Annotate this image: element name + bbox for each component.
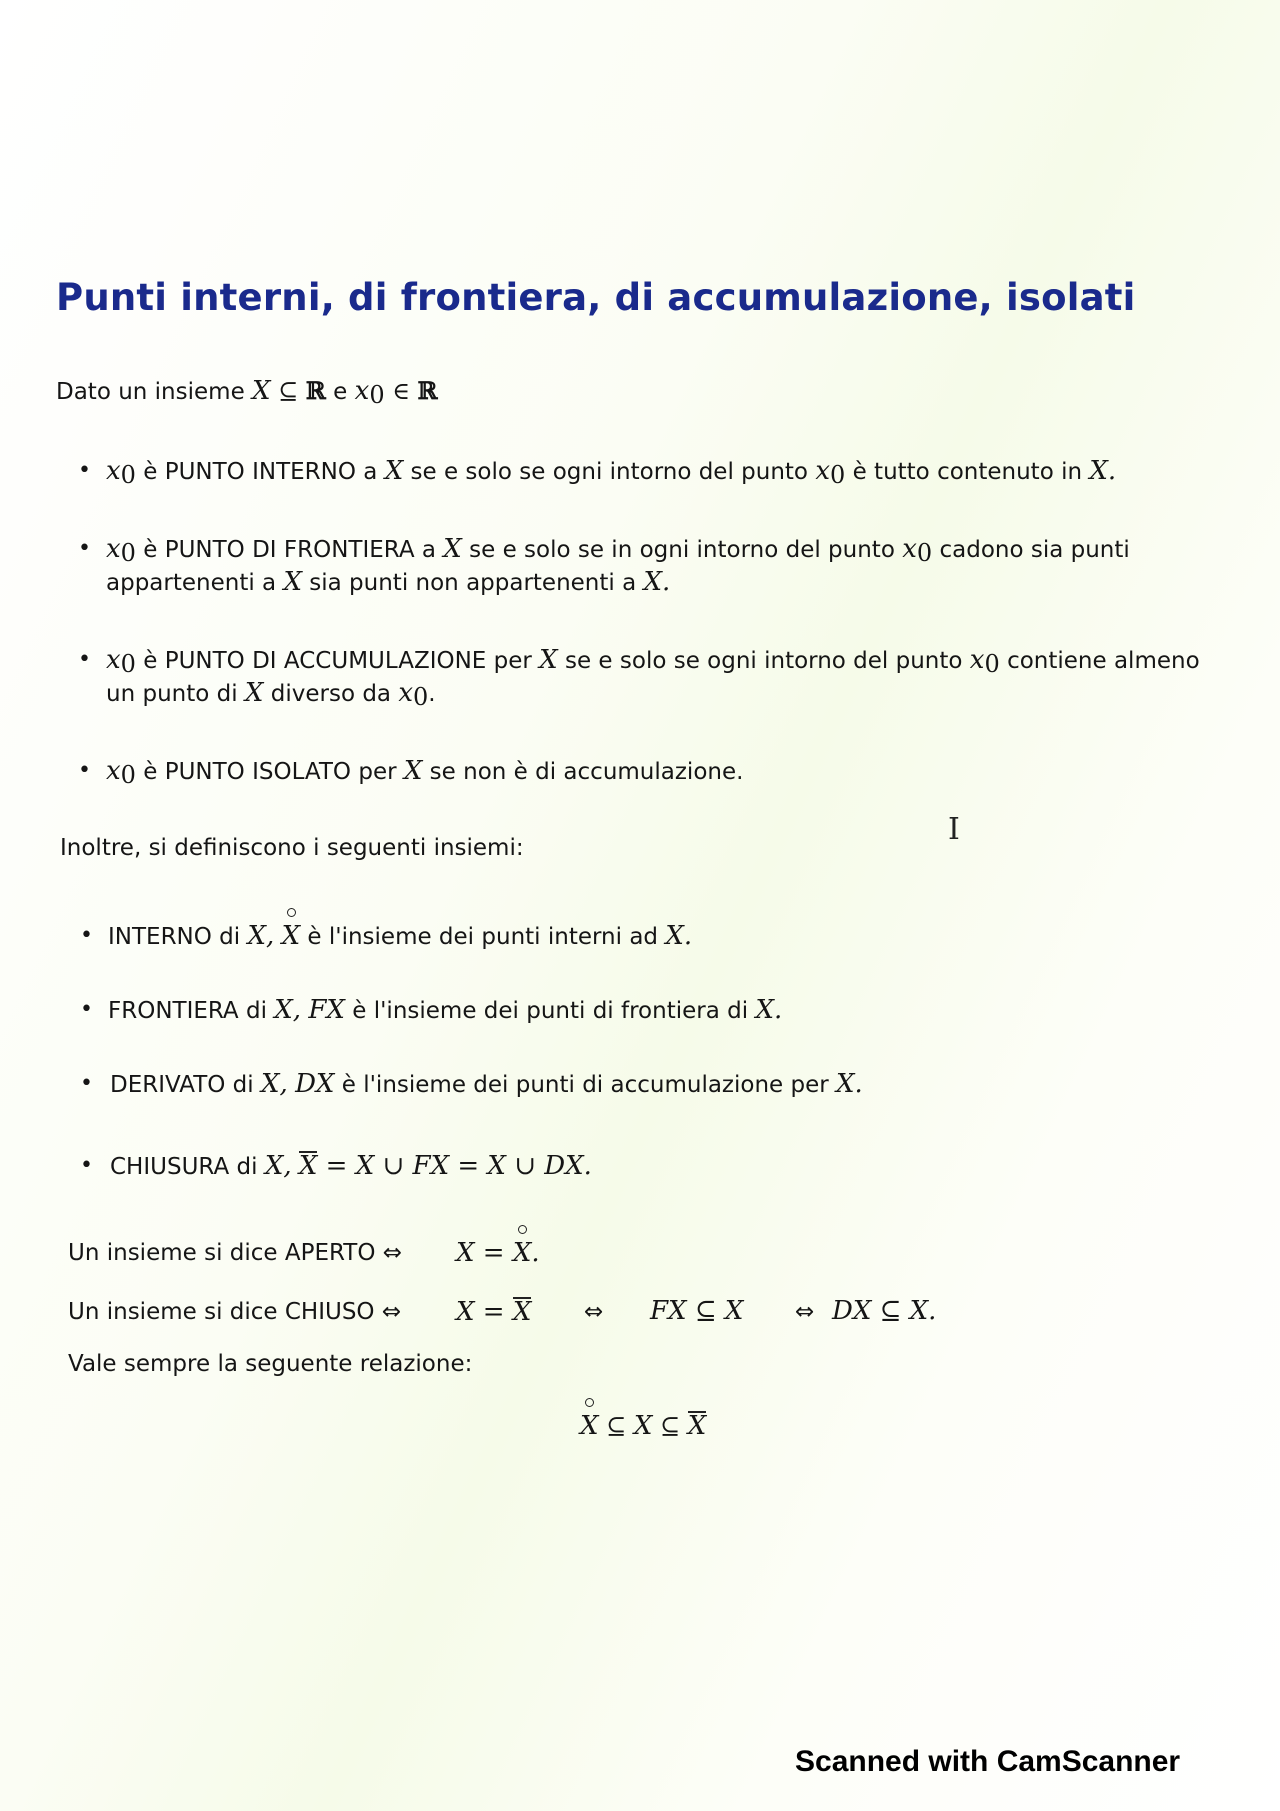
reals-symbol: ℝ bbox=[305, 376, 326, 405]
subscript-0: 0 bbox=[120, 761, 136, 789]
definition-text: è PUNTO ISOLATO per bbox=[143, 759, 404, 785]
bullet: • bbox=[78, 758, 91, 783]
set-chiusura bbox=[110, 1150, 592, 1183]
math-X: X bbox=[403, 756, 423, 786]
bullet: • bbox=[80, 1071, 93, 1096]
set-text: CHIUSURA di bbox=[110, 1154, 265, 1180]
bullet: • bbox=[78, 647, 91, 672]
interior-X: X bbox=[281, 921, 301, 951]
relation-formula bbox=[580, 1410, 706, 1443]
set-derivato bbox=[110, 1068, 863, 1101]
math-DX: DX bbox=[295, 1069, 335, 1099]
definition-text: appartenenti a bbox=[106, 570, 284, 596]
math-X: X, bbox=[260, 1069, 288, 1099]
math-X: X. bbox=[643, 567, 671, 597]
subscript-0: 0 bbox=[120, 539, 136, 567]
definition-text: se e solo se ogni intorno del punto bbox=[557, 648, 970, 674]
math-x0: x bbox=[106, 645, 121, 675]
definition-accumulazione-line2 bbox=[106, 677, 436, 713]
closed-label: Un insieme si dice CHIUSO ⇔ bbox=[68, 1299, 402, 1325]
subset-symbol: ⊆ bbox=[598, 1412, 634, 1440]
definition-text: se e solo se ogni intorno del punto bbox=[403, 459, 816, 485]
definition-text: se non è di accumulazione. bbox=[422, 759, 744, 785]
definition-text: è PUNTO DI FRONTIERA a bbox=[143, 537, 444, 563]
moreover-line: Inoltre, si definiscono i seguenti insiemi: bbox=[60, 835, 524, 861]
set-frontiera bbox=[108, 994, 782, 1027]
math-x0: x bbox=[969, 645, 985, 675]
bullet: • bbox=[78, 458, 91, 483]
math-X: X, bbox=[264, 1151, 292, 1181]
intro-text: Dato un insieme bbox=[56, 379, 253, 405]
math-FX-subset: FX ⊆ X bbox=[650, 1296, 744, 1326]
closed-formula bbox=[456, 1296, 531, 1329]
subset-symbol: ⊆ bbox=[652, 1412, 688, 1440]
math-x0: x bbox=[106, 756, 121, 786]
iff-symbol: ⇔ bbox=[584, 1299, 604, 1325]
set-interno bbox=[108, 920, 692, 953]
closure-formula: = X ∪ FX = X ∪ DX. bbox=[317, 1151, 592, 1181]
interior-X: X bbox=[580, 1411, 599, 1441]
math-X: X bbox=[633, 1411, 653, 1441]
subscript-0: 0 bbox=[413, 683, 429, 711]
subscript-0: 0 bbox=[916, 539, 933, 567]
open-label: Un insieme si dice APERTO ⇔ bbox=[68, 1240, 403, 1266]
math-X: X, bbox=[274, 995, 302, 1025]
bullet: • bbox=[78, 536, 91, 561]
definition-text: . bbox=[428, 681, 436, 707]
math-X: X bbox=[252, 376, 271, 406]
math-X: X bbox=[384, 456, 404, 486]
subscript-0: 0 bbox=[984, 650, 1000, 678]
text-cursor-icon: I bbox=[948, 812, 960, 847]
subscript-0: 0 bbox=[120, 650, 136, 678]
subscript-0: 0 bbox=[120, 461, 136, 489]
definition-text: diverso da bbox=[263, 681, 399, 707]
closure-X: X bbox=[512, 1297, 532, 1327]
page-title: Punti interni, di frontiera, di accumulazione, isolati bbox=[56, 276, 1136, 319]
math-x0: x bbox=[354, 376, 370, 406]
definition-frontiera bbox=[106, 533, 1130, 569]
math-x0: x bbox=[106, 456, 121, 486]
definition-text: è PUNTO DI ACCUMULAZIONE per bbox=[143, 648, 540, 674]
set-text: DERIVATO di bbox=[110, 1072, 261, 1098]
math-DX-subset: DX ⊆ X. bbox=[832, 1296, 937, 1326]
definition-interno bbox=[106, 455, 1116, 491]
set-text: è l'insieme dei punti di accumulazione per bbox=[334, 1072, 837, 1098]
math-X: X bbox=[443, 534, 462, 564]
bullet: • bbox=[80, 997, 93, 1022]
set-text: è l'insieme dei punti di frontiera di bbox=[344, 998, 756, 1024]
math-X: X, bbox=[247, 921, 275, 951]
definition-text: contiene almeno bbox=[1007, 648, 1200, 674]
definition-text: un punto di bbox=[106, 681, 245, 707]
relation-intro: Vale sempre la seguente relazione: bbox=[68, 1351, 473, 1377]
math-X: X bbox=[283, 567, 302, 597]
camscanner-watermark: Scanned with CamScanner bbox=[795, 1745, 1181, 1778]
in-symbol: ∈ bbox=[384, 377, 418, 405]
bullet: • bbox=[80, 923, 93, 948]
math-X: X bbox=[539, 645, 558, 675]
math-X: X. bbox=[665, 921, 693, 951]
math-X: X bbox=[244, 678, 264, 708]
math-x0: x bbox=[398, 678, 413, 708]
definition-text: se e solo se in ogni intorno del punto bbox=[461, 537, 903, 563]
subscript-0: 0 bbox=[830, 461, 846, 489]
math-X: X. bbox=[755, 995, 783, 1025]
math-FX: FX bbox=[308, 995, 345, 1025]
iff-symbol: ⇔ bbox=[795, 1299, 815, 1325]
math-X-equals: X = bbox=[456, 1297, 513, 1327]
subscript-0: 0 bbox=[369, 381, 385, 409]
set-text: INTERNO di bbox=[108, 924, 248, 950]
period: . bbox=[531, 1238, 540, 1268]
closure-X: X bbox=[687, 1411, 707, 1441]
math-x0: x bbox=[902, 534, 917, 564]
definition-text: sia punti non appartenenti a bbox=[301, 570, 644, 596]
intro-and: e bbox=[325, 379, 355, 405]
open-formula bbox=[456, 1237, 540, 1270]
math-x0: x bbox=[815, 456, 830, 486]
math-X-equals: X = bbox=[456, 1238, 513, 1268]
closure-X: X bbox=[298, 1151, 318, 1181]
math-x0: x bbox=[106, 534, 121, 564]
subset-symbol: ⊆ bbox=[270, 377, 306, 405]
reals-symbol: ℝ bbox=[417, 376, 438, 405]
definition-text: è tutto contenuto in bbox=[852, 459, 1090, 485]
definition-text: è PUNTO INTERNO a bbox=[143, 459, 385, 485]
math-X: X. bbox=[1089, 456, 1117, 486]
set-text: FRONTIERA di bbox=[108, 998, 275, 1024]
interior-X: X bbox=[512, 1238, 532, 1268]
definition-text: cadono sia punti bbox=[939, 537, 1130, 563]
definition-isolato bbox=[106, 755, 743, 791]
math-X: X. bbox=[836, 1069, 863, 1099]
intro-line bbox=[56, 375, 438, 411]
bullet: • bbox=[80, 1153, 93, 1178]
definition-accumulazione bbox=[106, 644, 1200, 680]
set-text: è l'insieme dei punti interni ad bbox=[300, 924, 666, 950]
definition-frontiera-line2 bbox=[106, 566, 670, 599]
